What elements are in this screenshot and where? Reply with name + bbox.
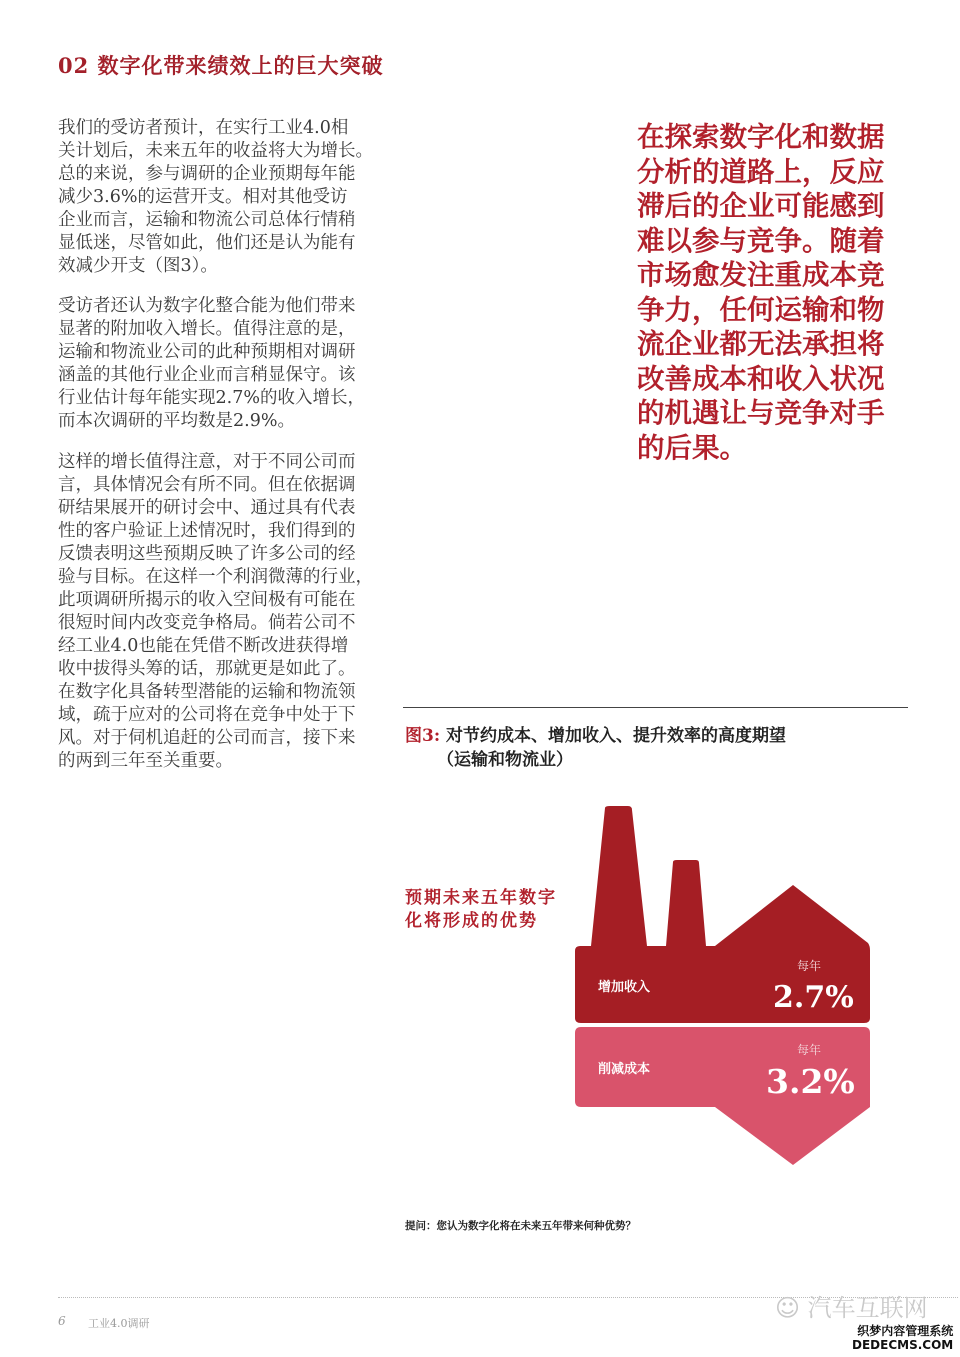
text-line: 行业估计每年能实现2.7%的收入增长， <box>58 388 365 408</box>
text-line: 在探索数字化和数据 <box>637 121 885 153</box>
text-line: 的两到三年至关重要。 <box>58 751 233 771</box>
text-line: 总的来说，参与调研的企业预期每年能 <box>58 164 356 184</box>
text-line: 的后果。 <box>637 431 747 464</box>
figure-number: 图3: <box>405 726 441 746</box>
cost-label: 削减成本 <box>598 1062 651 1077</box>
text-line: 的机遇让与竞争对手 <box>637 397 885 429</box>
text-line: 经工业4.0也能在凭借不断改进获得增 <box>58 636 349 656</box>
footer-title: 工业4.0调研 <box>88 1317 150 1330</box>
text-line: 性的客户验证上述情况时，我们得到的 <box>58 521 356 541</box>
text-line: 在数字化具备转型潜能的运输和物流领 <box>58 682 356 702</box>
text-line: 争力，任何运输和物 <box>637 293 885 326</box>
text-line: 受访者还认为数字化整合能为他们带来 <box>58 296 356 316</box>
wechat-icon: ☺ <box>775 1294 808 1322</box>
cost-value: 3.2% <box>766 1062 855 1101</box>
text-line: 这样的增长值得注意，对于不同公司而 <box>58 452 356 472</box>
text-line: 预期未来五年数字 <box>405 888 557 908</box>
section-heading: 02 数字化带来绩效上的巨大突破 <box>58 53 384 78</box>
text-line: 风。对于伺机追赶的公司而言，接下来 <box>58 728 356 748</box>
text-line: 我们的受访者预计，在实行工业4.0相 <box>58 118 349 138</box>
text-line: 改善成本和收入状况 <box>637 362 885 395</box>
revenue-per-year: 每年 <box>797 959 822 973</box>
text-line: 流企业都无法承担将 <box>637 328 885 360</box>
text-line: 言，具体情况会有所不同。但在依据调 <box>58 475 356 495</box>
text-line: 分析的道路上，反应 <box>637 155 885 188</box>
text-line: 很短时间内改变竞争格局。倘若公司不 <box>58 613 356 633</box>
text-line: 验与目标。在这样一个利润微薄的行业， <box>58 567 373 587</box>
text-line: 显著的附加收入增长。值得注意的是， <box>58 319 356 339</box>
text-line: 关计划后，未来五年的收益将大为增长。 <box>58 141 373 161</box>
text-line: 化将形成的优势 <box>405 911 538 931</box>
watermark-logo: ☺ 汽车互联网 <box>775 1294 928 1322</box>
text-line: 此项调研所揭示的收入空间极有可能在 <box>58 590 356 610</box>
cms-watermark: 织梦内容管理系统 DEDECMS.COM <box>852 1324 954 1352</box>
text-line: 滞后的企业可能感到 <box>637 190 885 222</box>
text-line: 收中拔得头筹的话，那就更是如此了。 <box>58 659 356 679</box>
text-line: 研结果展开的研讨会中、通过具有代表 <box>58 498 356 518</box>
cost-per-year: 每年 <box>797 1043 822 1057</box>
text-line: 效减少开支（图3）。 <box>58 256 218 276</box>
survey-question: 提问：您认为数字化将在未来五年带来何种优势？ <box>405 1220 636 1232</box>
page-number: 6 <box>58 1314 66 1328</box>
text-line: 显低迷，尽管如此，他们还是认为能有 <box>58 233 356 253</box>
text-line: 减少3.6%的运营开支。相对其他受访 <box>58 187 348 207</box>
text-line: 难以参与竞争。随着 <box>637 224 885 257</box>
revenue-value: 2.7% <box>773 980 854 1015</box>
revenue-label: 增加收入 <box>598 980 651 995</box>
text-line: 企业而言，运输和物流公司总体行情稍 <box>58 210 356 230</box>
text-line: 而本次调研的平均数是2.9%。 <box>58 411 295 431</box>
text-line: 运输和物流业公司的此种预期相对调研 <box>58 342 356 362</box>
figure-title: 图3: 对节约成本、增加收入、提升效率的高度期望 （运输和物流业） <box>405 726 787 770</box>
text-line: 反馈表明这些预期反映了许多公司的经 <box>58 544 356 564</box>
text-line: 市场愈发注重成本竞 <box>637 259 885 291</box>
text-line: 域，疏于应对的公司将在竞争中处于下 <box>58 705 356 725</box>
text-line: 涵盖的其他行业企业而言稍显保守。该 <box>58 365 356 385</box>
